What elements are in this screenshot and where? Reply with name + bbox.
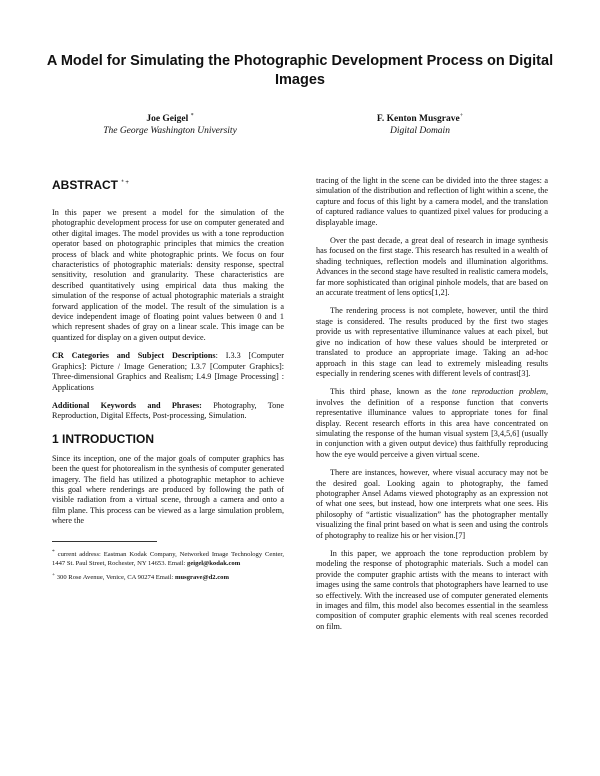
- intro-heading: 1 INTRODUCTION: [52, 431, 154, 446]
- cr-categories: CR Categories and Subject Descriptions: I.3.3 [Computer Graphics]: Picture / Image Generation; I.3.7 [Computer Graphics]: Three-dimensional Graphics and Realism; I.4.9 [Image Processing] : Applications: [52, 351, 284, 392]
- left-column: [52, 176, 284, 586]
- footnote-2: + 300 Rose Avenue, Venice, CA 90274 Email: musgrave@d2.com: [52, 572, 229, 582]
- body-paragraph-2: Over the past decade, a great deal of research in image synthesis has focused on the first stage. This research has resulted in a wealth of shading techniques, reflection models and illumination algorithms. Advances in the second stage have resulted in realistic camera models, far more sophisticated than original pinhole models, that are based on an accurate treatment of lens optics[1,2].: [316, 236, 548, 298]
- footnote-1: * current address: Eastman Kodak Company, Networked Image Technology Center, 1447 St. Paul Street, Rochester, NY 14653. Email: geigel@kodak.com: [52, 548, 284, 567]
- body-paragraph-5: There are instances, however, where visual accuracy may not be the desired goal. Looking again to photography, the famed photographer Ansel Adams viewed photography as an expression not of what one sees, but instead, how one interprets what one sees. His philosophy of “artistic visualization” has the photographer mentally visualizing the final print based on what is seen and using the controls of photography to realize his or her vision.[7]: [316, 468, 548, 540]
- abstract-heading: ABSTRACT * +: [52, 178, 129, 192]
- footnote-rule: [52, 541, 157, 542]
- body-paragraph-4: This third phase, known as the tone reproduction problem, involves the definition of a response function that converts representative illuminance values to appropriate tones for final display. Recent research efforts in this area have concentrated on simulating the response of the human visual system [3,4,5,6] (usually in conjunction with a given output device) thus faithfully reproducing how the eye would perceive a given virtual scene.: [316, 387, 548, 459]
- right-column: [316, 176, 548, 640]
- author-2-name: F. Kenton Musgrave+: [376, 113, 464, 125]
- abstract-text: In this paper we present a model for the simulation of the photographic development process for use on computer generated and other digital images. The model provides us with a tone reproduction operator based on photographic principles that mimics the creation process of black and white photographic prints. We focus on four characteristics of photographic materials: density response, spectral sensitivity, resolution and granularity. These characteristics are described quantitatively using empirical data thus making the simulation of the response of actual photographic materials a straight forward application of the model. The result of the simulation is a device independent image of floating point values between 0 and 1 which represent shades of gray on a linear scale. This image can be quantized for display on a given output device.: [52, 208, 284, 342]
- paper-title: A Model for Simulating the Photographic Development Process on Digital Images: [46, 53, 554, 88]
- keywords: Additional Keywords and Phrases: Photography, Tone Reproduction, Digital Effects, Post-processing, Simulation.: [52, 400, 284, 421]
- body-paragraph-6: In this paper, we approach the tone reproduction problem by modeling the response of photographic materials. Such a model can provide the computer graphic artists with the means to interact with images using the same controls that photographers have learned to use so effectively. With the increased use of computer generated elements in images and film, this model also becomes essential in the seamless composition of computer graphic elements with real scenes recorded on film.: [316, 549, 548, 631]
- intro-paragraph: Since its inception, one of the major goals of computer graphics has been the quest for photorealism in the synthesis of computer generated imagery. The field has utilized a photographic metaphor to achieve this goal where renderings are produced by following the path of visible radiation from a virtual scene, through a camera and onto a film plane. This process can be viewed as a large simulation problem, where the: [52, 453, 284, 526]
- body-paragraph-1: tracing of the light in the scene can be divided into the three stages: a simulation of the distribution and reflection of light within a scene, the capture and focus of this light by a camera model, and the translation of captured radiance values to quantized pixel values for producing a displayable image.: [316, 176, 548, 227]
- author-1: [70, 110, 270, 137]
- author-2: [320, 110, 520, 137]
- author-1-name: Joe Geigel *: [146, 113, 194, 125]
- author-2-affiliation: Digital Domain: [390, 126, 450, 137]
- body-paragraph-3: The rendering process is not complete, however, until the third stage is considered. The results produced by the first two stages provide us with representative illuminance values at each pixel, but give no indication of how these values should be interpreted or translated to produce an appropriate image. Taking an ad-hoc approach in this stage can lead to extremely misleading results especially in rendering scenes with different levels of contrast[3].: [316, 306, 548, 378]
- author-1-affiliation: The George Washington University: [103, 126, 237, 137]
